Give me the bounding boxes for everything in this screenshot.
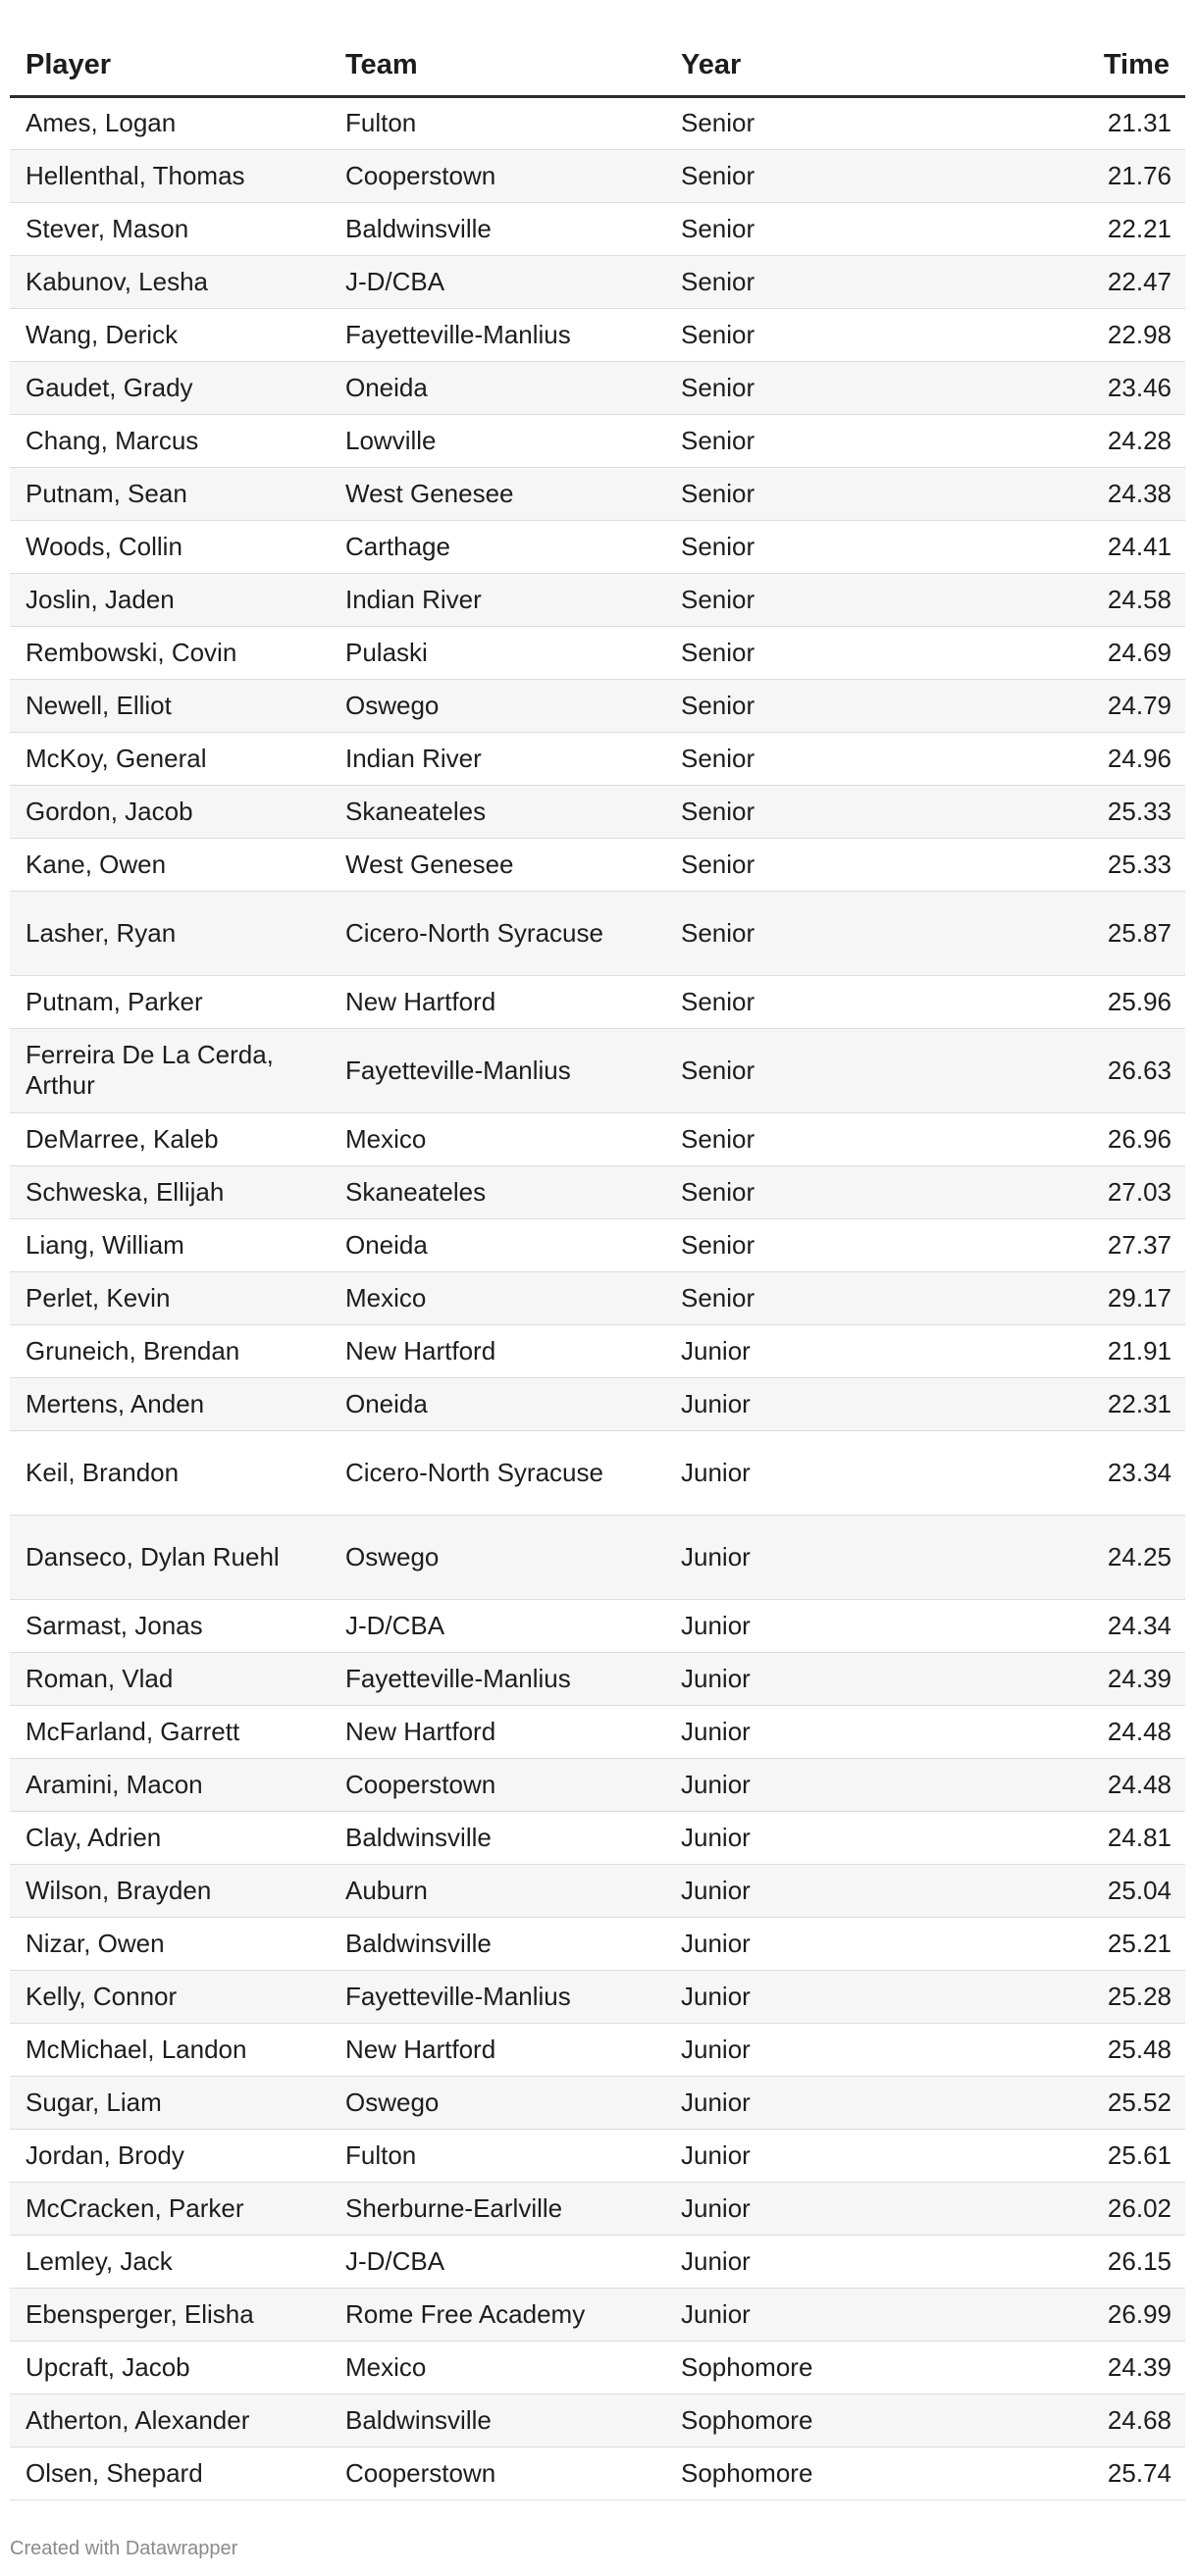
cell-time: 25.33	[989, 785, 1185, 838]
cell-year: Junior	[665, 1917, 989, 1970]
cell-team: Mexico	[330, 1271, 665, 1324]
table-row	[10, 255, 1185, 308]
cell-player: Wang, Derick	[10, 308, 330, 361]
cell-time: 27.03	[989, 1165, 1185, 1218]
cell-team: West Genesee	[330, 838, 665, 891]
cell-year: Junior	[665, 2288, 989, 2341]
cell-year: Senior	[665, 361, 989, 414]
cell-player: Ebensperger, Elisha	[10, 2288, 330, 2341]
cell-player: Keil, Brandon	[10, 1430, 330, 1515]
cell-time: 24.69	[989, 626, 1185, 679]
cell-player: Gaudet, Grady	[10, 361, 330, 414]
column-header-year[interactable]: Year	[665, 0, 989, 96]
cell-time: 21.91	[989, 1324, 1185, 1377]
cell-year: Junior	[665, 1652, 989, 1705]
cell-year: Senior	[665, 891, 989, 975]
cell-time: 22.31	[989, 1377, 1185, 1430]
cell-year: Junior	[665, 2023, 989, 2076]
cell-team: West Genesee	[330, 467, 665, 520]
cell-team: Baldwinsville	[330, 202, 665, 255]
cell-player: DeMarree, Kaleb	[10, 1112, 330, 1165]
cell-team: Oswego	[330, 1515, 665, 1599]
cell-time: 22.98	[989, 308, 1185, 361]
cell-time: 24.41	[989, 520, 1185, 573]
cell-time: 26.15	[989, 2235, 1185, 2288]
cell-player: Lemley, Jack	[10, 2235, 330, 2288]
table-row	[10, 1515, 1185, 1599]
cell-time: 24.28	[989, 414, 1185, 467]
table-row	[10, 1377, 1185, 1430]
table-body	[10, 96, 1185, 2499]
column-header-player[interactable]: Player	[10, 0, 330, 96]
cell-time: 22.47	[989, 255, 1185, 308]
cell-time: 23.34	[989, 1430, 1185, 1515]
cell-team: Auburn	[330, 1864, 665, 1917]
cell-year: Sophomore	[665, 2341, 989, 2394]
cell-time: 22.21	[989, 202, 1185, 255]
table-row	[10, 414, 1185, 467]
table-row	[10, 149, 1185, 202]
table-row	[10, 891, 1185, 975]
table-row	[10, 1970, 1185, 2023]
cell-player: Olsen, Shepard	[10, 2447, 330, 2499]
cell-player: Putnam, Sean	[10, 467, 330, 520]
table-row	[10, 308, 1185, 361]
cell-team: Skaneateles	[330, 1165, 665, 1218]
cell-team: J-D/CBA	[330, 255, 665, 308]
cell-player: Danseco, Dylan Ruehl	[10, 1515, 330, 1599]
cell-year: Senior	[665, 414, 989, 467]
cell-player: Hellenthal, Thomas	[10, 149, 330, 202]
cell-team: Mexico	[330, 2341, 665, 2394]
cell-player: Kane, Owen	[10, 838, 330, 891]
table-row	[10, 1430, 1185, 1515]
cell-year: Junior	[665, 1324, 989, 1377]
cell-time: 21.31	[989, 96, 1185, 149]
cell-player: Gruneich, Brendan	[10, 1324, 330, 1377]
cell-time: 25.87	[989, 891, 1185, 975]
cell-team: Skaneateles	[330, 785, 665, 838]
cell-year: Senior	[665, 732, 989, 785]
cell-team: New Hartford	[330, 975, 665, 1028]
cell-time: 25.61	[989, 2129, 1185, 2182]
cell-team: Baldwinsville	[330, 2394, 665, 2447]
cell-year: Senior	[665, 975, 989, 1028]
cell-year: Junior	[665, 1811, 989, 1864]
cell-player: Perlet, Kevin	[10, 1271, 330, 1324]
cell-team: Baldwinsville	[330, 1811, 665, 1864]
table-row	[10, 1811, 1185, 1864]
cell-player: Mertens, Anden	[10, 1377, 330, 1430]
table-row	[10, 202, 1185, 255]
cell-year: Junior	[665, 1377, 989, 1430]
cell-team: J-D/CBA	[330, 1599, 665, 1652]
table-row	[10, 2023, 1185, 2076]
column-header-time[interactable]: Time	[989, 0, 1185, 96]
cell-time: 24.68	[989, 2394, 1185, 2447]
cell-time: 24.38	[989, 467, 1185, 520]
cell-team: Oswego	[330, 679, 665, 732]
cell-time: 24.39	[989, 2341, 1185, 2394]
cell-player: Newell, Elliot	[10, 679, 330, 732]
cell-year: Junior	[665, 1515, 989, 1599]
table-row	[10, 1917, 1185, 1970]
cell-time: 24.34	[989, 1599, 1185, 1652]
cell-year: Senior	[665, 1271, 989, 1324]
table-row	[10, 96, 1185, 149]
data-table	[10, 0, 1185, 2500]
cell-player: Aramini, Macon	[10, 1758, 330, 1811]
cell-year: Junior	[665, 1705, 989, 1758]
cell-team: Fayetteville-Manlius	[330, 1970, 665, 2023]
cell-year: Senior	[665, 520, 989, 573]
cell-player: McMichael, Landon	[10, 2023, 330, 2076]
cell-year: Senior	[665, 149, 989, 202]
cell-player: Gordon, Jacob	[10, 785, 330, 838]
cell-team: Indian River	[330, 732, 665, 785]
cell-time: 27.37	[989, 1218, 1185, 1271]
header-row	[10, 0, 1185, 96]
cell-team: Fayetteville-Manlius	[330, 1028, 665, 1112]
cell-year: Senior	[665, 1218, 989, 1271]
table-row	[10, 2447, 1185, 2499]
cell-time: 26.02	[989, 2182, 1185, 2235]
cell-player: Upcraft, Jacob	[10, 2341, 330, 2394]
cell-player: Chang, Marcus	[10, 414, 330, 467]
cell-player: Jordan, Brody	[10, 2129, 330, 2182]
table-row	[10, 2394, 1185, 2447]
cell-year: Senior	[665, 202, 989, 255]
table-row	[10, 1705, 1185, 1758]
table-row	[10, 1652, 1185, 1705]
table-header	[10, 0, 1185, 96]
cell-player: Clay, Adrien	[10, 1811, 330, 1864]
cell-year: Junior	[665, 2129, 989, 2182]
table-row	[10, 1758, 1185, 1811]
cell-time: 24.58	[989, 573, 1185, 626]
table-row	[10, 1218, 1185, 1271]
cell-player: Kelly, Connor	[10, 1970, 330, 2023]
cell-time: 23.46	[989, 361, 1185, 414]
cell-year: Senior	[665, 785, 989, 838]
cell-player: McCracken, Parker	[10, 2182, 330, 2235]
cell-player: Joslin, Jaden	[10, 573, 330, 626]
cell-team: Cooperstown	[330, 2447, 665, 2499]
cell-time: 25.21	[989, 1917, 1185, 1970]
cell-team: Cooperstown	[330, 1758, 665, 1811]
cell-year: Junior	[665, 2235, 989, 2288]
cell-time: 24.48	[989, 1705, 1185, 1758]
cell-year: Junior	[665, 2182, 989, 2235]
cell-team: Carthage	[330, 520, 665, 573]
cell-year: Junior	[665, 1970, 989, 2023]
table-row	[10, 1324, 1185, 1377]
cell-time: 21.76	[989, 149, 1185, 202]
table-row	[10, 1165, 1185, 1218]
cell-time: 24.48	[989, 1758, 1185, 1811]
cell-team: Indian River	[330, 573, 665, 626]
cell-team: Fulton	[330, 96, 665, 149]
cell-time: 24.79	[989, 679, 1185, 732]
cell-team: Oneida	[330, 1377, 665, 1430]
cell-player: Woods, Collin	[10, 520, 330, 573]
cell-time: 25.04	[989, 1864, 1185, 1917]
cell-team: Baldwinsville	[330, 1917, 665, 1970]
cell-time: 24.39	[989, 1652, 1185, 1705]
table-row	[10, 2076, 1185, 2129]
table-row	[10, 520, 1185, 573]
table-row	[10, 838, 1185, 891]
cell-year: Senior	[665, 573, 989, 626]
cell-player: Ames, Logan	[10, 96, 330, 149]
cell-player: Putnam, Parker	[10, 975, 330, 1028]
cell-time: 25.74	[989, 2447, 1185, 2499]
table-row	[10, 1599, 1185, 1652]
table-row	[10, 2129, 1185, 2182]
cell-player: Schweska, Ellijah	[10, 1165, 330, 1218]
cell-player: Roman, Vlad	[10, 1652, 330, 1705]
cell-team: Sherburne-Earlville	[330, 2182, 665, 2235]
table-row	[10, 975, 1185, 1028]
cell-year: Senior	[665, 255, 989, 308]
cell-team: Lowville	[330, 414, 665, 467]
cell-year: Junior	[665, 1864, 989, 1917]
cell-year: Senior	[665, 838, 989, 891]
cell-year: Senior	[665, 96, 989, 149]
table-row	[10, 1864, 1185, 1917]
cell-year: Junior	[665, 1599, 989, 1652]
cell-team: Oneida	[330, 1218, 665, 1271]
cell-year: Senior	[665, 679, 989, 732]
cell-player: Rembowski, Covin	[10, 626, 330, 679]
table-row	[10, 2288, 1185, 2341]
cell-player: Ferreira De La Cerda, Arthur	[10, 1028, 330, 1112]
cell-year: Sophomore	[665, 2447, 989, 2499]
cell-player: Lasher, Ryan	[10, 891, 330, 975]
table-row	[10, 1028, 1185, 1112]
cell-time: 25.96	[989, 975, 1185, 1028]
datawrapper-credit[interactable]: Created with Datawrapper	[10, 2538, 238, 2559]
cell-team: Rome Free Academy	[330, 2288, 665, 2341]
cell-team: New Hartford	[330, 2023, 665, 2076]
cell-year: Senior	[665, 1028, 989, 1112]
table-row	[10, 2182, 1185, 2235]
cell-player: Nizar, Owen	[10, 1917, 330, 1970]
cell-team: Cicero-North Syracuse	[330, 891, 665, 975]
cell-year: Senior	[665, 467, 989, 520]
cell-team: Mexico	[330, 1112, 665, 1165]
table-row	[10, 2341, 1185, 2394]
cell-team: New Hartford	[330, 1705, 665, 1758]
cell-time: 29.17	[989, 1271, 1185, 1324]
cell-time: 25.33	[989, 838, 1185, 891]
cell-team: Oswego	[330, 2076, 665, 2129]
cell-time: 24.81	[989, 1811, 1185, 1864]
cell-year: Senior	[665, 1112, 989, 1165]
cell-team: Cicero-North Syracuse	[330, 1430, 665, 1515]
cell-year: Junior	[665, 1758, 989, 1811]
cell-time: 25.52	[989, 2076, 1185, 2129]
table-row	[10, 573, 1185, 626]
table-row	[10, 626, 1185, 679]
cell-year: Senior	[665, 1165, 989, 1218]
cell-year: Sophomore	[665, 2394, 989, 2447]
cell-time: 26.63	[989, 1028, 1185, 1112]
table-row	[10, 467, 1185, 520]
cell-time: 24.96	[989, 732, 1185, 785]
cell-year: Senior	[665, 308, 989, 361]
cell-player: McFarland, Garrett	[10, 1705, 330, 1758]
cell-team: Cooperstown	[330, 149, 665, 202]
cell-player: Kabunov, Lesha	[10, 255, 330, 308]
table-row	[10, 679, 1185, 732]
column-header-team[interactable]: Team	[330, 0, 665, 96]
table-row	[10, 785, 1185, 838]
cell-player: Atherton, Alexander	[10, 2394, 330, 2447]
cell-player: Liang, William	[10, 1218, 330, 1271]
cell-player: Sugar, Liam	[10, 2076, 330, 2129]
table-row	[10, 1271, 1185, 1324]
cell-year: Senior	[665, 626, 989, 679]
cell-year: Junior	[665, 1430, 989, 1515]
cell-year: Junior	[665, 2076, 989, 2129]
cell-time: 25.28	[989, 1970, 1185, 2023]
cell-team: Oneida	[330, 361, 665, 414]
cell-team: Fayetteville-Manlius	[330, 308, 665, 361]
cell-team: Fulton	[330, 2129, 665, 2182]
data-table-container	[10, 0, 1185, 2500]
table-row	[10, 732, 1185, 785]
cell-team: J-D/CBA	[330, 2235, 665, 2288]
cell-player: McKoy, General	[10, 732, 330, 785]
table-row	[10, 1112, 1185, 1165]
cell-player: Stever, Mason	[10, 202, 330, 255]
cell-time: 24.25	[989, 1515, 1185, 1599]
cell-team: Fayetteville-Manlius	[330, 1652, 665, 1705]
cell-player: Sarmast, Jonas	[10, 1599, 330, 1652]
cell-team: Pulaski	[330, 626, 665, 679]
cell-time: 25.48	[989, 2023, 1185, 2076]
cell-player: Wilson, Brayden	[10, 1864, 330, 1917]
table-row	[10, 2235, 1185, 2288]
cell-time: 26.99	[989, 2288, 1185, 2341]
cell-time: 26.96	[989, 1112, 1185, 1165]
cell-team: New Hartford	[330, 1324, 665, 1377]
table-row	[10, 361, 1185, 414]
